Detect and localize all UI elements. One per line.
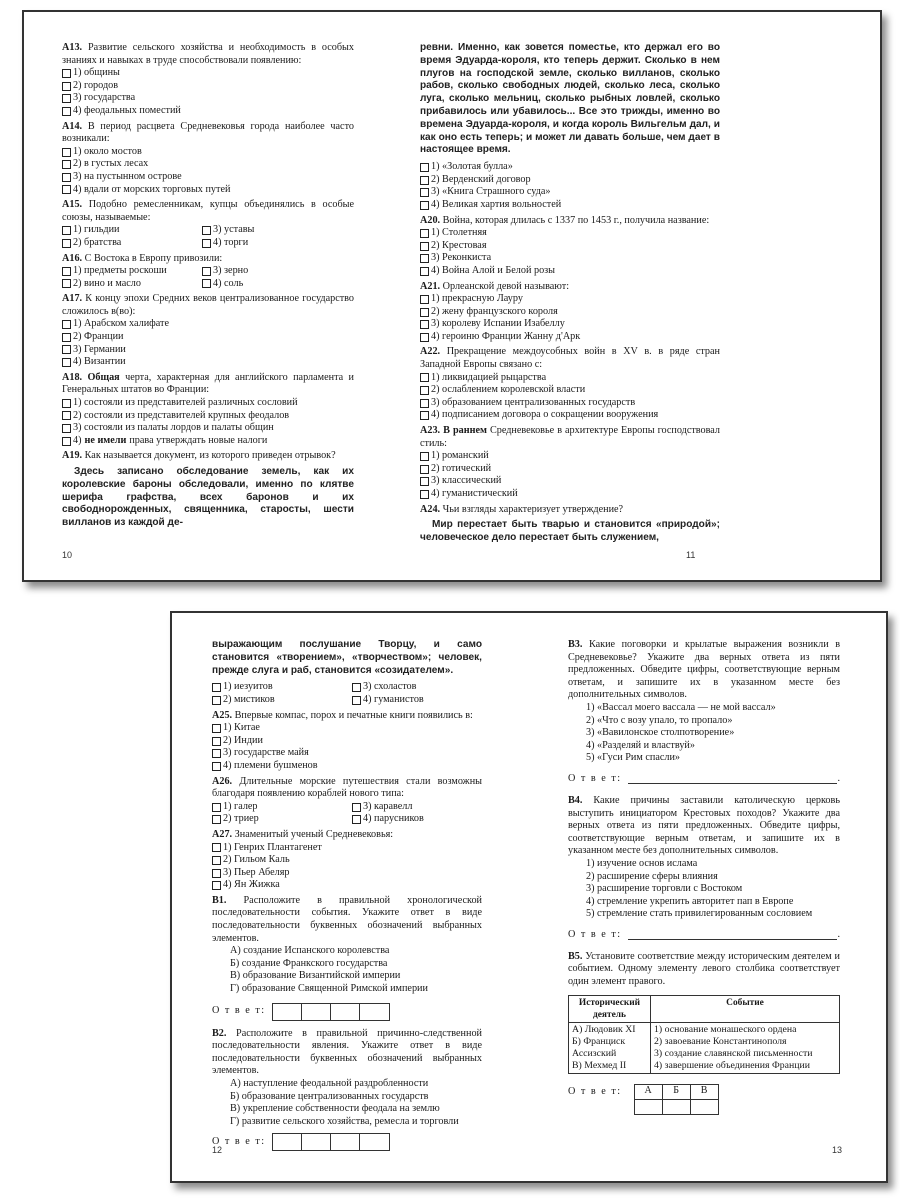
- question-b4: В4. Какие причины заставили католическую церковь выступить инициатором Крестовых походов? Укажите два верных ответа из пяти предложенных. Обведите цифры, соответствующие верным ответам, и запишите их в указанном месте без дополнительных символов. 1) изучение основ ислама 2) расширение сферы влияния 3) расширение торговли с Востоком 4) стремление укрепить авторитет пап в Европе 5) стремление стать привилегированным сословием О т в е т: .: [568, 794, 840, 940]
- option[interactable]: 3) состояли из палаты лордов и палаты общин: [62, 422, 354, 435]
- question-a18: А18. Общая черта, характерная для английского парламента и Генеральных штатов во Франции: 1) состояли из представителей различных сословий 2) состояли из представителей крупных феодалов 3) состояли из палаты лордов и палаты общин 4) не имели права утверждать новые налоги: [62, 371, 354, 446]
- page-number: 11: [686, 550, 696, 560]
- checkbox[interactable]: [420, 477, 429, 486]
- table-header: Событие: [651, 995, 840, 1022]
- option[interactable]: 4) подписанием договора о сокращении вооружения: [420, 409, 720, 422]
- list-item: Б) образование централизованных государств: [230, 1090, 429, 1102]
- question-a27: А27. Знаменитый ученый Средневековья: 1) Генрих Плантагенет 2) Гильом Каль 3) Пьер Абеляр 4) Ян Жижка: [212, 829, 482, 892]
- checkbox[interactable]: [420, 163, 429, 172]
- option[interactable]: 2) Гильом Каль: [212, 854, 482, 867]
- checkbox[interactable]: [62, 437, 71, 446]
- option[interactable]: 2) состояли из представителей крупных феодалов: [62, 410, 354, 423]
- answer-line[interactable]: [628, 774, 838, 784]
- checkbox[interactable]: [212, 683, 221, 692]
- checkbox[interactable]: [202, 226, 211, 235]
- checkbox[interactable]: [62, 399, 71, 408]
- option[interactable]: 1) гильдии: [62, 224, 202, 237]
- answer-label: О т в е т:: [212, 1136, 266, 1148]
- option[interactable]: 3) королеву Испании Изабеллу: [420, 318, 720, 331]
- option[interactable]: 1) Столетняя: [420, 227, 720, 240]
- question-b1: В1. Расположите в правильной хронологической последовательности события. Укажите ответ в виде последовательности буквенных обозначений выбранных элементов. А) создание Испанского королевства Б) создание Франкского государства В) образование Византийской империи Г) образование Священной Римской империи О т в е т:: [212, 895, 482, 1020]
- list-item: А) наступление феодальной раздробленности: [230, 1078, 429, 1090]
- checkbox[interactable]: [420, 295, 429, 304]
- checkbox[interactable]: [62, 267, 71, 276]
- excerpt-text: выражающим послушание Творцу, и само становится «творением», «творчеством»; человек, прежде слуга и раб, становится «созидателем».: [212, 639, 482, 676]
- table-header: Исторический деятель: [569, 995, 651, 1022]
- page-number: 10: [62, 550, 73, 560]
- question-a24: А24. Чьи взгляды характеризует утверждение? Мир перестает быть тварью и становится «природой»; человеческое дело перестает быть служением,: [420, 503, 720, 543]
- option[interactable]: 4) племени бушменов: [212, 760, 482, 773]
- option[interactable]: 1) ликвидацией рыцарства: [420, 372, 720, 385]
- checkbox[interactable]: [420, 373, 429, 382]
- answer-grid[interactable]: А Б В: [634, 1084, 719, 1115]
- answer-line[interactable]: [628, 930, 838, 940]
- checkbox[interactable]: [62, 345, 71, 354]
- option[interactable]: 3) Реконкиста: [420, 252, 720, 265]
- checkbox[interactable]: [420, 188, 429, 197]
- checkbox[interactable]: [62, 160, 71, 169]
- checkbox[interactable]: [352, 815, 361, 824]
- page-13-column: [568, 639, 840, 1116]
- list-item: Г) развитие сельского хозяйства, ремесла и торговли: [230, 1115, 459, 1127]
- option[interactable]: 3) каравелл: [352, 801, 482, 814]
- option[interactable]: 1) прекрасную Лауру: [420, 293, 720, 306]
- option[interactable]: 3) зерно: [202, 265, 354, 278]
- checkbox[interactable]: [352, 803, 361, 812]
- checkbox[interactable]: [212, 881, 221, 890]
- option[interactable]: 4) Ян Жижка: [212, 879, 482, 892]
- answer-label: О т в е т:: [212, 1005, 266, 1017]
- option[interactable]: 3) Пьер Абеляр: [212, 867, 482, 880]
- option[interactable]: 4) вдали от морских торговых путей: [62, 184, 354, 197]
- excerpt-text: Мир перестает быть тварью и становится «природой»; человеческое дело перестает быть служением,: [420, 519, 720, 543]
- option[interactable]: 4) Война Алой и Белой розы: [420, 265, 720, 278]
- list-item: 2) расширение сферы влияния: [586, 870, 718, 882]
- checkbox[interactable]: [62, 94, 71, 103]
- option[interactable]: 3) государстве майя: [212, 747, 482, 760]
- checkbox[interactable]: [420, 267, 429, 276]
- option[interactable]: 2) Верденский договор: [420, 174, 720, 187]
- checkbox[interactable]: [212, 803, 221, 812]
- checkbox[interactable]: [62, 320, 71, 329]
- page-number: 12: [212, 1145, 223, 1155]
- option[interactable]: 4) соль: [202, 278, 354, 291]
- answer-label: О т в е т:: [568, 928, 622, 940]
- option[interactable]: 2) ослаблением королевской власти: [420, 384, 720, 397]
- question-a25: А25. Впервые компас, порох и печатные книги появились в: 1) Китае 2) Индии 3) государстве майя 4) племени бушменов: [212, 710, 482, 773]
- option[interactable]: 1) романский: [420, 450, 720, 463]
- option[interactable]: 2) Индии: [212, 735, 482, 748]
- option[interactable]: 2) Франции: [62, 331, 354, 344]
- checkbox[interactable]: [62, 279, 71, 288]
- checkbox[interactable]: [352, 683, 361, 692]
- list-item: 4) стремление укрепить авторитет пап в Европе: [586, 895, 794, 907]
- checkbox[interactable]: [212, 696, 221, 705]
- question-a13: А13. Развитие сельского хозяйства и необходимость в особых знаниях и навыках в труде способствовали появлению: 1) общины 2) городов 3) государства 4) феодальных поместий: [62, 42, 354, 116]
- list-item: 2) «Что с возу упало, то пропало»: [586, 714, 733, 726]
- question-a20: А20. Война, которая длилась с 1337 по 1453 г., получила название: 1) Столетняя 2) Крестовая 3) Реконкиста 4) Война Алой и Белой розы: [420, 215, 720, 278]
- question-a22: А22. Прекращение междоусобных войн в XV в. в ряде стран Западной Европы связано с: 1) ликвидацией рыцарства 2) ослаблением королевской власти 3) образованием централизованных государств 4) подписанием договора о сокращении вооружения: [420, 346, 720, 421]
- list-item: 3) «Вавилонское столпотворение»: [586, 727, 735, 739]
- option[interactable]: 1) предметы роскоши: [62, 265, 202, 278]
- checkbox[interactable]: [62, 226, 71, 235]
- option[interactable]: 3) на пустынном острове: [62, 171, 354, 184]
- checkbox[interactable]: [212, 724, 221, 733]
- page-12-column: [212, 639, 482, 1150]
- list-item: В) образование Византийской империи: [230, 970, 401, 982]
- table-row: А) Людовик XI Б) Франциск Ассизский В) Мехмед II 1) основание монашеского ордена 2) завоевание Константинополя 3) создание славянской письменности 4) завершение объединения Франции: [569, 1022, 840, 1073]
- checkbox[interactable]: [62, 424, 71, 433]
- option[interactable]: 2) готический: [420, 463, 720, 476]
- excerpt-text: Здесь записано обследование земель, как их королевские бароны обследовали, именно по клятве шерифа графства, всех баронов и их свободнорожденных, священника, старосты, шести вилланов из каждой де-: [62, 466, 354, 529]
- list-item: 5) «Гуси Рим спасли»: [586, 752, 681, 764]
- question-a16: А16. С Востока в Европу привозили: 1) предметы роскоши 3) зерно 2) вино и масло 4) соль: [62, 253, 354, 291]
- checkbox[interactable]: [420, 490, 429, 499]
- question-a24-options: [212, 681, 482, 706]
- answer-label: О т в е т:: [568, 772, 622, 784]
- checkbox[interactable]: [202, 279, 211, 288]
- option[interactable]: 1) около мостов: [62, 146, 354, 159]
- list-item: А) создание Испанского королевства: [230, 945, 390, 957]
- matching-table: [568, 995, 840, 1074]
- checkbox[interactable]: [212, 869, 221, 878]
- option[interactable]: 1) Генрих Плантагенет: [212, 842, 482, 855]
- checkbox[interactable]: [62, 239, 71, 248]
- option[interactable]: 3) схоластов: [352, 681, 482, 694]
- question-a26: А26. Длительные морские путешествия стали возможны благодаря появлению кораблей нового типа: 1) галер 3) каравелл 2) триер 4) парусников: [212, 775, 482, 825]
- checkbox[interactable]: [62, 82, 71, 91]
- checkbox[interactable]: [420, 254, 429, 263]
- question-a19: А19. Как называется документ, из которого приведен отрывок? Здесь записано обследование земель, как их королевские бароны обследовали, именно по клятве шерифа графства, всех баронов и их свободнорожденных, священника, старосты, шести вилланов из каждой де-: [62, 450, 354, 529]
- option[interactable]: 1) общины: [62, 67, 354, 80]
- option[interactable]: 3) образованием централизованных государств: [420, 397, 720, 410]
- checkbox[interactable]: [420, 242, 429, 251]
- option[interactable]: 4) феодальных поместий: [62, 105, 354, 118]
- checkbox[interactable]: [420, 176, 429, 185]
- checkbox[interactable]: [62, 69, 71, 78]
- question-b5: В5. Установите соответствие между историческим деятелем и событием. Одному элементу левого столбика соответствует один элемент правого. Исторический деятель Событие А) Людовик XI Б) Франциск Ассизский В) Мехмед II 1) основание монашеского ордена 2) завоевание Константинополя 3) создание славянской письменности 4) завершение объединения Франции О т в е т: А Б В: [568, 951, 840, 1116]
- option[interactable]: 4) гуманистический: [420, 488, 720, 501]
- list-item: В) укрепление собственности феодала на землю: [230, 1103, 440, 1115]
- list-item: 5) стремление стать привилегированным сословием: [586, 908, 813, 920]
- list-item: 1) «Вассал моего вассала — не мой вассал»: [586, 701, 776, 713]
- checkbox[interactable]: [62, 411, 71, 420]
- checkbox[interactable]: [420, 308, 429, 317]
- checkbox[interactable]: [420, 465, 429, 474]
- checkbox[interactable]: [212, 856, 221, 865]
- answer-boxes[interactable]: [272, 1133, 390, 1151]
- question-b2: В2. Расположите в правильной причинно-следственной последовательности явления. Укажите ответ в виде последовательности буквенных обозначений выбранных элементов. А) наступление феодальной раздробленности Б) образование централизованных государств В) укрепление собственности феодала на землю Г) развитие сельского хозяйства, ремесла и торговли О т в е т:: [212, 1028, 482, 1151]
- option[interactable]: 1) иезуитов: [212, 681, 352, 694]
- option[interactable]: 2) мистиков: [212, 694, 352, 707]
- question-a19-options: [420, 161, 720, 211]
- option[interactable]: 3) классический: [420, 475, 720, 488]
- page-number: 13: [832, 1145, 843, 1155]
- option[interactable]: 2) братства: [62, 237, 202, 250]
- checkbox[interactable]: [420, 229, 429, 238]
- checkbox[interactable]: [62, 333, 71, 342]
- option[interactable]: 4) парусников: [352, 813, 482, 826]
- question-a14: А14. В период расцвета Средневековья города наиболее часто возникали: 1) около мостов 2) в густых лесах 3) на пустынном острове 4) вдали от морских торговых путей: [62, 120, 354, 195]
- option[interactable]: 4) Византии: [62, 356, 354, 369]
- checkbox[interactable]: [62, 148, 71, 157]
- option[interactable]: 1) Китае: [212, 722, 482, 735]
- option[interactable]: 1) состояли из представителей различных сословий: [62, 397, 354, 410]
- option[interactable]: 2) городов: [62, 80, 354, 93]
- option[interactable]: 2) вино и масло: [62, 278, 202, 291]
- page-spread-10-11: [22, 10, 882, 582]
- checkbox[interactable]: [420, 452, 429, 461]
- list-item: Б) создание Франкского государства: [230, 957, 388, 969]
- option[interactable]: 3) «Книга Страшного суда»: [420, 186, 720, 199]
- page-11-column: [420, 42, 720, 545]
- checkbox[interactable]: [212, 737, 221, 746]
- checkbox[interactable]: [420, 201, 429, 210]
- option[interactable]: 2) Крестовая: [420, 240, 720, 253]
- checkbox[interactable]: [420, 411, 429, 420]
- option[interactable]: 2) триер: [212, 813, 352, 826]
- option[interactable]: 4) героиню Франции Жанну д'Арк: [420, 331, 720, 344]
- option[interactable]: 3) Германии: [62, 344, 354, 357]
- option[interactable]: 3) уставы: [202, 224, 354, 237]
- answer-label: О т в е т:: [568, 1085, 622, 1097]
- option[interactable]: 4) гуманистов: [352, 694, 482, 707]
- checkbox[interactable]: [420, 333, 429, 342]
- excerpt-text: ревни. Именно, как зовется поместье, кто держал его во время Эдуарда-короля, кто теперь держит. Сколько в нем плугов на господской земле, сколько вилланов, сколько рабов, сколько свободных людей, сколько леса, сколько луга, сколько мельниц, сколько рыбных ловлей, сколько прибавилось или убавилось... Все это трижды, именно во времена Эдуарда-короля, и когда король Вильгельм дал, и как оно есть теперь; и может ли давать больше, чем дает в настоящее время.: [420, 42, 720, 156]
- checkbox[interactable]: [420, 320, 429, 329]
- checkbox[interactable]: [212, 843, 221, 852]
- checkbox[interactable]: [420, 399, 429, 408]
- question-a15: А15. Подобно ремесленникам, купцы объединялись в особые союзы, называемые: 1) гильдии 3) уставы 2) братства 4) торги: [62, 199, 354, 248]
- page-spread-12-13: [170, 611, 888, 1183]
- checkbox[interactable]: [202, 267, 211, 276]
- checkbox[interactable]: [62, 358, 71, 367]
- question-a17: А17. К концу эпохи Средних веков централизованное государство сложилось в(во): 1) Арабском халифате 2) Франции 3) Германии 4) Византии: [62, 293, 354, 368]
- checkbox[interactable]: [420, 386, 429, 395]
- option[interactable]: 2) в густых лесах: [62, 158, 354, 171]
- answer-boxes[interactable]: [272, 1003, 390, 1021]
- list-item: 3) расширение торговли с Востоком: [586, 883, 743, 895]
- list-item: 4) «Разделяй и властвуй»: [586, 739, 695, 751]
- checkbox[interactable]: [62, 107, 71, 116]
- checkbox[interactable]: [212, 749, 221, 758]
- checkbox[interactable]: [62, 185, 71, 194]
- option[interactable]: 1) «Золотая булла»: [420, 161, 720, 174]
- question-a21: А21. Орлеанской девой называют: 1) прекрасную Лауру 2) жену французского короля 3) королеву Испании Изабеллу 4) героиню Франции Жанну д'Арк: [420, 281, 720, 344]
- checkbox[interactable]: [212, 815, 221, 824]
- option[interactable]: 4) Великая хартия вольностей: [420, 199, 720, 212]
- option[interactable]: 4) не имели права утверждать новые налоги: [62, 435, 354, 448]
- checkbox[interactable]: [202, 239, 211, 248]
- option[interactable]: 3) государства: [62, 92, 354, 105]
- checkbox[interactable]: [352, 696, 361, 705]
- option[interactable]: 1) Арабском халифате: [62, 318, 354, 331]
- question-b3: В3. Какие поговорки и крылатые выражения возникли в Средневековье? Укажите два верных ответа из пяти предложенных. Обведите цифры, соответствующие верным ответам, и запишите их в указанном месте без дополнительных символов. 1) «Вассал моего вассала — не мой вассал» 2) «Что с возу упало, то пропало» 3) «Вавилонское столпотворение» 4) «Разделяй и властвуй» 5) «Гуси Рим спасли» О т в е т: .: [568, 639, 840, 784]
- option[interactable]: 1) галер: [212, 801, 352, 814]
- page-10-column: [62, 42, 354, 530]
- option[interactable]: 2) жену французского короля: [420, 306, 720, 319]
- question-a23: А23. В раннем Средневековье в архитектуре Европы господствовал стиль: 1) романский 2) готический 3) классический 4) гуманистический: [420, 425, 720, 500]
- checkbox[interactable]: [212, 762, 221, 771]
- checkbox[interactable]: [62, 173, 71, 182]
- list-item: 1) изучение основ ислама: [586, 857, 698, 869]
- list-item: Г) образование Священной Римской империи: [230, 983, 428, 995]
- option[interactable]: 4) торги: [202, 237, 354, 250]
